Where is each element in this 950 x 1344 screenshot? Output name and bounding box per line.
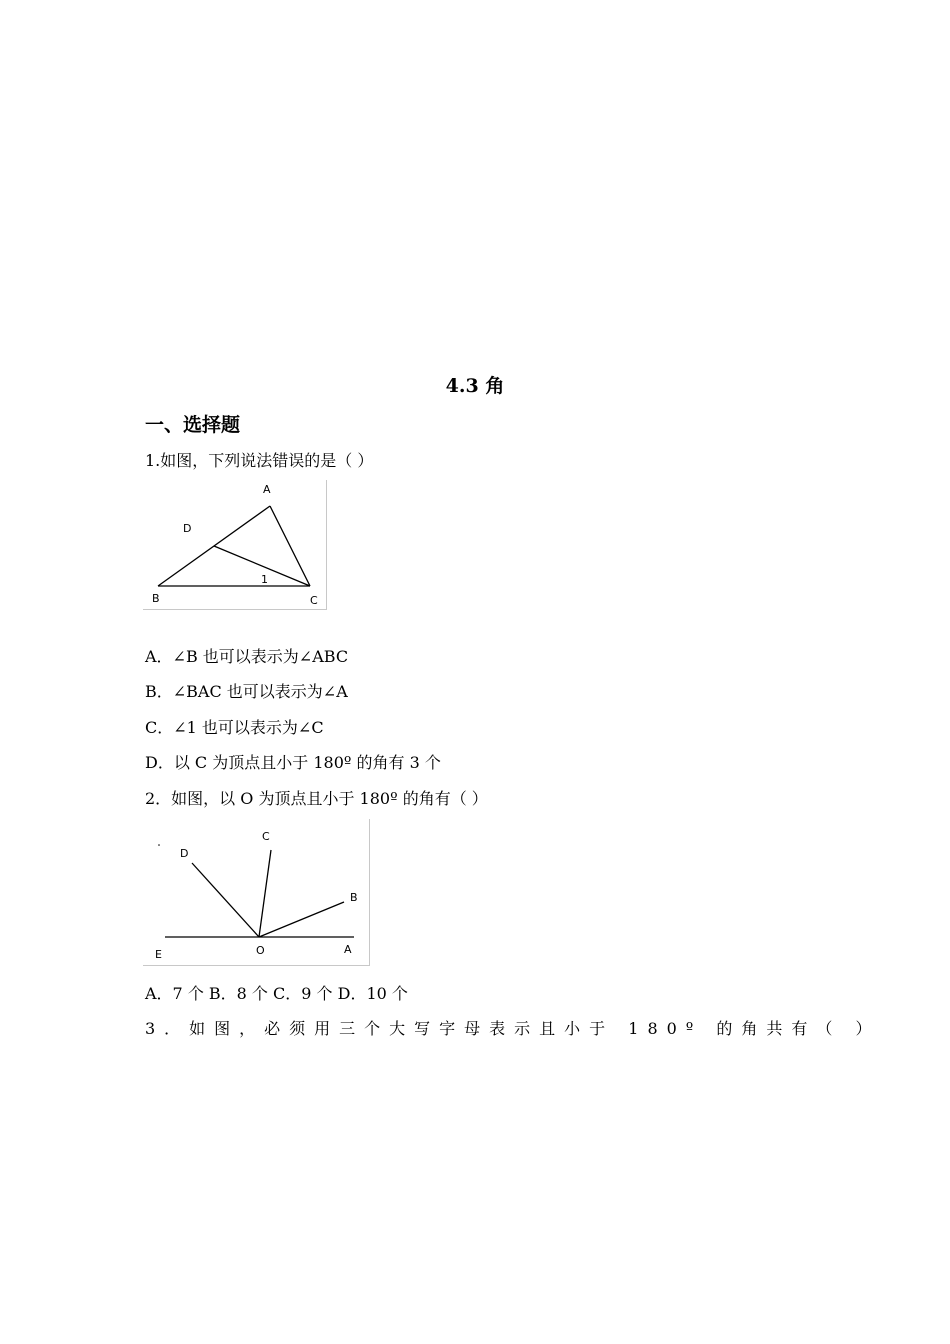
label-a: A	[263, 483, 271, 496]
page-title: 4.3 角	[445, 375, 505, 397]
question-1-option-d: D．以 C 为顶点且小于 180º 的角有 3 个	[145, 753, 441, 772]
label-c: C	[310, 594, 318, 607]
ray-od	[192, 863, 259, 937]
stray-dot	[158, 844, 160, 846]
question-2-stem: 2．如图，以 O 为顶点且小于 180º 的角有（ ）	[145, 789, 488, 808]
question-1-option-a: A．∠B 也可以表示为∠ABC	[145, 647, 349, 666]
question-2-options: A．7 个 B．8 个 C．9 个 D．10 个	[145, 984, 408, 1003]
rays-diagram	[143, 819, 370, 966]
section-heading: 一、选择题	[145, 414, 241, 436]
label-b: B	[350, 891, 358, 904]
segment-ac	[270, 506, 310, 586]
label-d: D	[180, 847, 189, 860]
ray-ob	[259, 902, 344, 937]
label-d: D	[183, 522, 192, 535]
label-e: E	[155, 948, 162, 961]
ray-oc	[259, 850, 271, 937]
label-angle-1: 1	[261, 573, 268, 586]
label-o: O	[256, 944, 265, 957]
question-1-stem: 1.如图，下列说法错误的是（ ）	[145, 451, 374, 470]
question-3-stem: 3．如图，必须用三个大写字母表示且小于 180º 的角共有（ ）	[145, 1019, 881, 1038]
label-a: A	[344, 943, 352, 956]
question-2-figure	[143, 819, 370, 966]
question-1-option-b: B．∠BAC 也可以表示为∠A	[145, 682, 348, 701]
label-b: B	[152, 592, 160, 605]
triangle-diagram	[143, 480, 327, 610]
question-1-option-c: C．∠1 也可以表示为∠C	[145, 718, 324, 737]
question-1-figure	[143, 480, 327, 610]
label-c: C	[262, 830, 270, 843]
